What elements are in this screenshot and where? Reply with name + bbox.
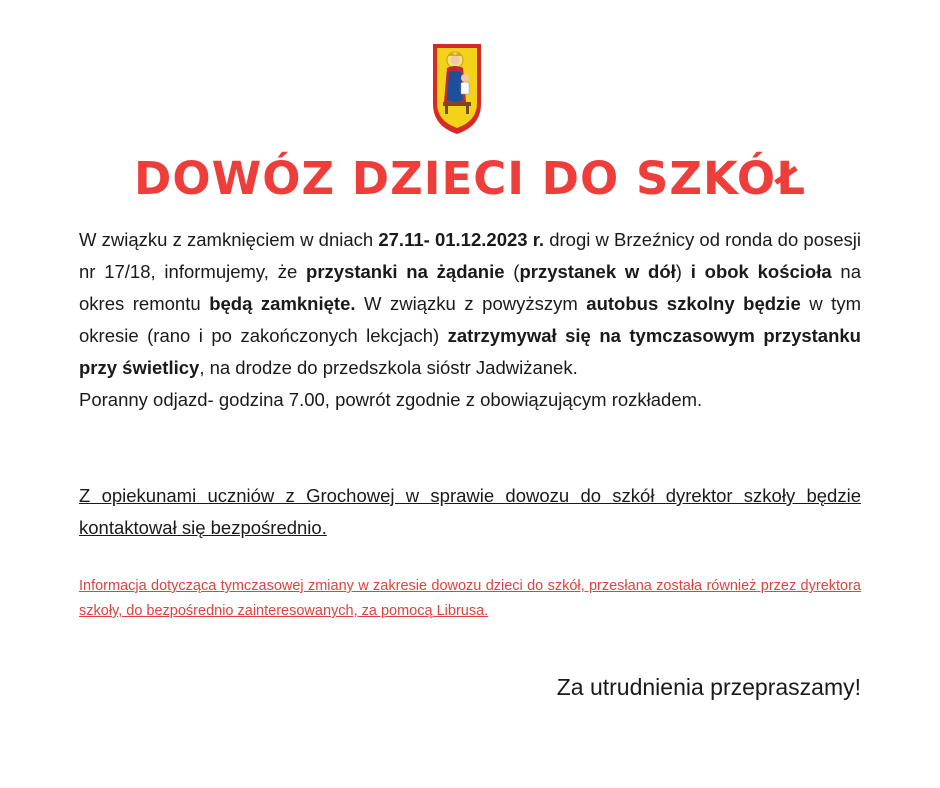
text-segment: drogi w Brzeźnicy od ronda do posesji nr 17/18, informujemy, że [79, 229, 861, 282]
text-segment: ) [675, 261, 691, 282]
announcement-paragraph [79, 224, 861, 384]
text-segment: w tym okresie (rano i po zakończonych lekcjach) [79, 293, 861, 346]
bold-segment: przystanek w dół [519, 261, 676, 282]
bold-segment: i obok kościoła [690, 261, 832, 282]
bold-segment: autobus szkolny będzie [586, 293, 801, 314]
page-title: DOWÓZ DZIECI DO SZKÓŁ [133, 152, 806, 205]
bold-segment: będą zamknięte. [209, 293, 356, 314]
librus-info: Informacja dotycząca tymczasowej zmiany w zakresie dowozu dzieci do szkół, przesłana została również przez dyrektora szkoły, do bezpośrednio zainteresowanych, za pomocą Librusa. [79, 578, 861, 619]
bold-segment: zatrzymywał się na tymczasowym przystanku przy świetlicy [79, 325, 861, 378]
bold-segment: przystanki na żądanie [306, 261, 505, 282]
schedule-line: Poranny odjazd- godzina 7.00, powrót zgodnie z obowiązującym rozkładem. [79, 389, 703, 410]
text-segment: , na drodze do przedszkola sióstr Jadwiżanek. [199, 357, 578, 378]
text-segment: ( [504, 261, 520, 282]
text-segment: W związku z powyższym [355, 293, 587, 314]
text-segment: W związku z zamknięciem w dniach [79, 229, 379, 250]
apology-text: Za utrudnienia przepraszamy! [556, 674, 861, 700]
text-segment: na okres remontu [79, 261, 861, 314]
announcement-body [79, 224, 861, 416]
date-range: 27.11- 01.12.2023 r. [378, 229, 545, 250]
coat-of-arms-icon [431, 42, 483, 136]
guardians-note: Z opiekunami uczniów z Grochowej w sprawie dowozu do szkół dyrektor szkoły będzie kontaktował się bezpośrednio. [79, 485, 861, 538]
